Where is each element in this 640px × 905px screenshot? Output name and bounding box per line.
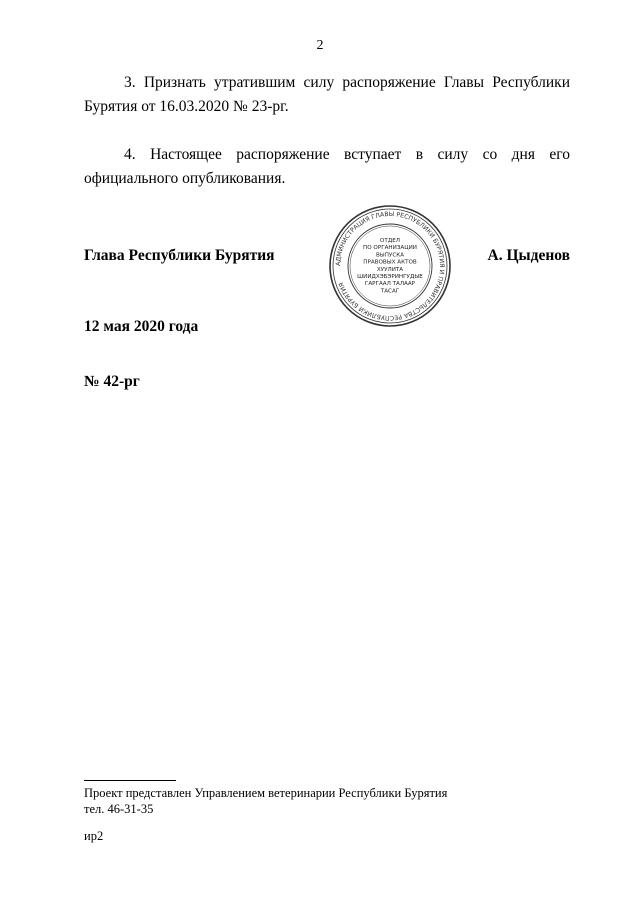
seal-inner-line: ТАСАГ bbox=[380, 288, 400, 295]
seal-inner-line: ОТДЕЛ bbox=[380, 238, 400, 244]
seal-inner-line: ПРАВОВЫХ АКТОВ bbox=[363, 259, 417, 266]
seal-inner-line: ПО ОРГАНИЗАЦИИ bbox=[363, 245, 417, 252]
signature-block bbox=[84, 247, 570, 277]
seal-inner-line: ХУУЛИТА bbox=[376, 266, 404, 273]
footnote-line-1: Проект представлен Управлением ветеринарии Республики Бурятия bbox=[84, 786, 448, 800]
signatory-title: Глава Республики Бурятия bbox=[84, 247, 275, 264]
paragraph-3: 3. Признать утратившим силу распоряжение Главы Республики Бурятия от 16.03.2020 № 23-рг. bbox=[84, 74, 570, 115]
signatory-name: А. Цыденов bbox=[487, 247, 570, 264]
official-seal-icon bbox=[328, 204, 452, 328]
seal-inner-line: ГАРГААЛ ТАЛААР bbox=[364, 281, 416, 288]
document-number: № 42-рг bbox=[84, 373, 140, 390]
document-date: 12 мая 2020 года bbox=[84, 318, 199, 335]
page-number: 2 bbox=[316, 38, 324, 53]
seal-inner-line: ВЫПУСКА bbox=[375, 252, 405, 259]
footnote-line-2: тел. 46-31-35 bbox=[84, 802, 154, 816]
document-code: ир2 bbox=[84, 829, 104, 843]
seal-inner-line: ШИИДХЭБЭРИНГУДЫЕ bbox=[357, 274, 423, 280]
paragraph-4: 4. Настоящее распоряжение вступает в силу со дня его официального опубликования. bbox=[84, 146, 570, 187]
seal-ring-text: АДМИНИСТРАЦИЯ ГЛАВЫ РЕСПУБЛИКИ БУРЯТИЯ И ПРАВИТЕЛЬСТВА РЕСПУБЛИКИ БУРЯТИЯ bbox=[334, 210, 446, 322]
footnote-divider bbox=[84, 780, 176, 781]
